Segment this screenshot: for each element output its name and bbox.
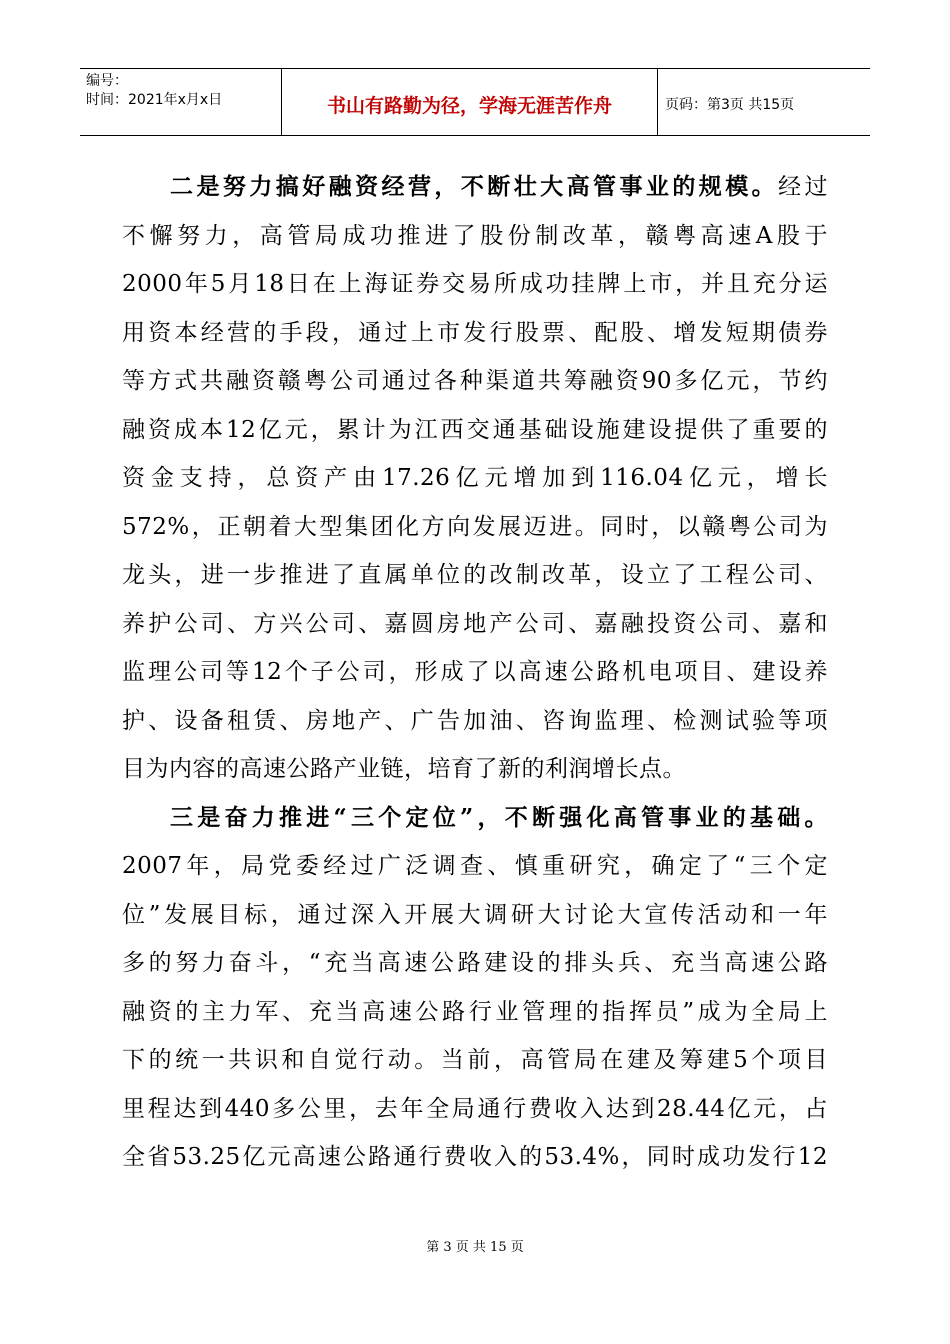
paragraph-1-line: 资金支持，总资产由17.26亿元增加到116.04亿元，增长 <box>122 465 828 491</box>
document-date-label: 时间：2021年x月x日 <box>86 92 223 108</box>
paragraph-2-line: 融资的主力军、充当高速公路行业管理的指挥员”成为全局上 <box>122 998 828 1025</box>
paragraph-1-first-rest: 经过 <box>778 174 828 200</box>
header-meta <box>80 69 282 135</box>
paragraph-1-line: 572%，正朝着大型集团化方向发展迈进。同时，以赣粤公司为 <box>122 513 828 540</box>
paragraph-2-line: 全省53.25亿元高速公路通行费收入的53.4%，同时成功发行12 <box>122 1144 828 1170</box>
document-number-label: 编号： <box>86 73 128 89</box>
paragraph-2-heading: 三是奋力推进“三个定位”，不断强化高管事业的基础。 <box>170 803 828 831</box>
paragraph-1-line: 用资本经营的手段，通过上市发行股票、配股、增发短期债券 <box>122 319 828 346</box>
paragraph-2-line: 下的统一共识和自觉行动。当前，高管局在建及筹建5个项目 <box>122 1047 828 1073</box>
page-header <box>80 68 870 136</box>
paragraph-1-line: 2000年5月18日在上海证券交易所成功挂牌上市，并且充分运 <box>122 271 828 297</box>
paragraph-1-line: 护、设备租赁、房地产、广告加油、咨询监理、检测试验等项 <box>122 707 828 734</box>
paragraph-1-line: 融资成本12亿元，累计为江西交通基础设施建设提供了重要的 <box>122 416 828 443</box>
paragraph-1-line: 目为内容的高速公路产业链，培育了新的利润增长点。 <box>122 756 686 782</box>
paragraph-1-line: 养护公司、方兴公司、嘉圆房地产公司、嘉融投资公司、嘉和 <box>122 610 828 637</box>
paragraph-2-line: 里程达到440多公里，去年全局通行费收入达到28.44亿元，占 <box>122 1095 828 1122</box>
page-footer: 第 3 页 共 15 页 <box>426 1240 524 1255</box>
header-page-number: 页码：第3页 共15页 <box>665 97 795 113</box>
paragraph-2-line: 2007年，局党委经过广泛调查、慎重研究，确定了“三个定 <box>122 853 828 879</box>
paragraph-2-line: 位”发展目标，通过深入开展大调研大讨论大宣传活动和一年 <box>122 901 828 928</box>
paragraph-2-line: 多的努力奋斗，“充当高速公路建设的排头兵、充当高速公路 <box>122 950 828 976</box>
paragraph-1-line: 监理公司等12个子公司，形成了以高速公路机电项目、建设养 <box>122 659 828 685</box>
document-body <box>122 163 828 1182</box>
paragraph-1-heading: 二是努力搞好融资经营，不断壮大高管事业的规模。 <box>170 173 779 200</box>
paragraph-1-line: 不懈努力，高管局成功推进了股份制改革，赣粤高速A股于 <box>122 222 828 249</box>
paragraph-1-line: 龙头，进一步推进了直属单位的改制改革，设立了工程公司、 <box>122 562 828 588</box>
paragraph-1-first-line <box>122 163 828 212</box>
header-motto: 书山有路勤为径，学海无涯苦作舟 <box>282 69 658 135</box>
paragraph-1-line: 等方式共融资赣粤公司通过各种渠道共筹融资90多亿元，节约 <box>122 368 828 394</box>
